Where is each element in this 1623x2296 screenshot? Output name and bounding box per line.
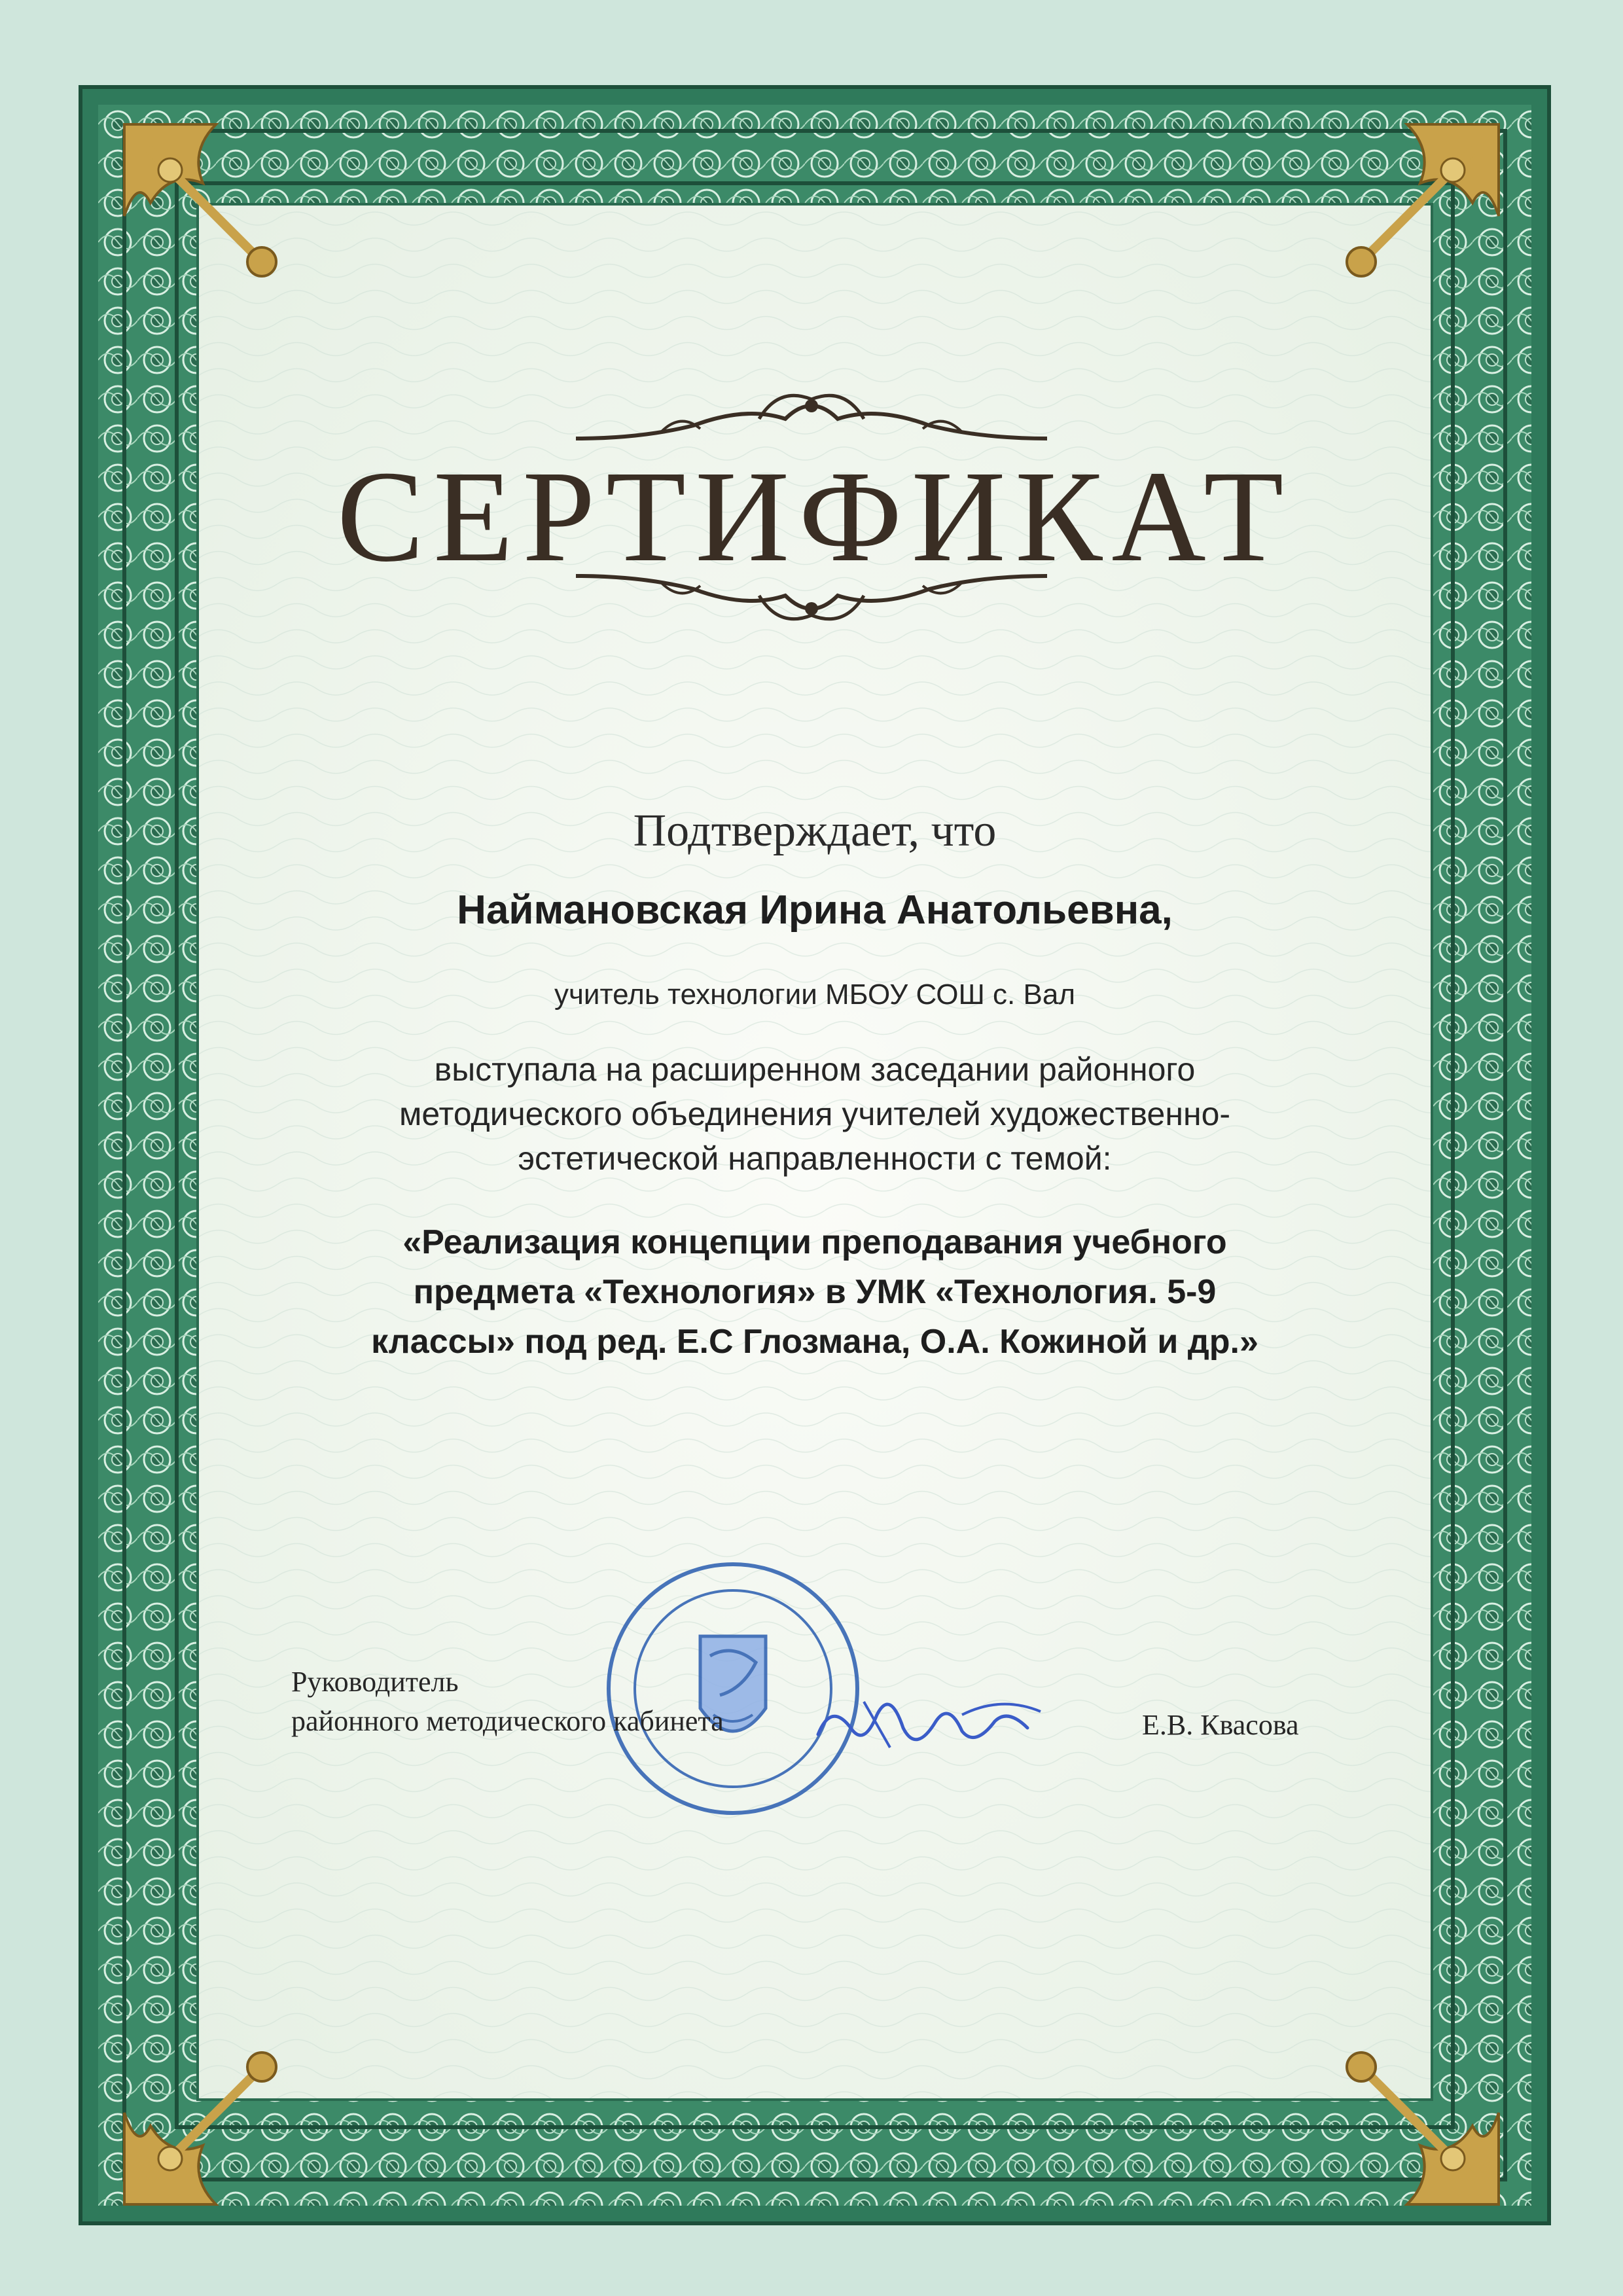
recipient-name: Наймановская Ирина Анатольевна, <box>457 888 1173 933</box>
description-line: эстетической направленности с темой: <box>518 1140 1112 1177</box>
description-text <box>275 1047 1355 1181</box>
corner-ornament-icon <box>1315 2021 1512 2217</box>
corner-ornament-icon <box>111 111 308 308</box>
topic-line: «Реализация концепции преподавания учебного <box>402 1223 1227 1261</box>
confirm-text: Подтверждает, что <box>633 806 997 856</box>
signatory-role <box>291 1662 724 1741</box>
corner-ornament-icon <box>1315 111 1512 308</box>
signature-icon <box>805 1676 1054 1767</box>
topic-line: классы» под ред. Е.С Глозмана, О.А. Кожиной и др.» <box>371 1323 1258 1361</box>
title-flourish-top-icon <box>563 380 1060 452</box>
signatory-role-line: Руководитель <box>291 1666 459 1698</box>
certificate-title: СЕРТИФИКАТ <box>336 444 1293 589</box>
recipient-position: учитель технологии МБОУ СОШ с. Вал <box>554 978 1076 1011</box>
corner-ornament-icon <box>111 2021 308 2217</box>
topic-line: предмета «Технология» в УМК «Технология. 5-9 <box>413 1273 1217 1311</box>
presentation-topic <box>275 1217 1355 1367</box>
signatory-role-line: районного методического кабинета <box>291 1705 724 1737</box>
description-line: методического объединения учителей художественно- <box>399 1096 1231 1132</box>
title-flourish-bottom-icon <box>563 563 1060 635</box>
signatory-name: Е.В. Квасова <box>1142 1709 1299 1741</box>
description-line: выступала на расширенном заседании районного <box>434 1051 1196 1088</box>
